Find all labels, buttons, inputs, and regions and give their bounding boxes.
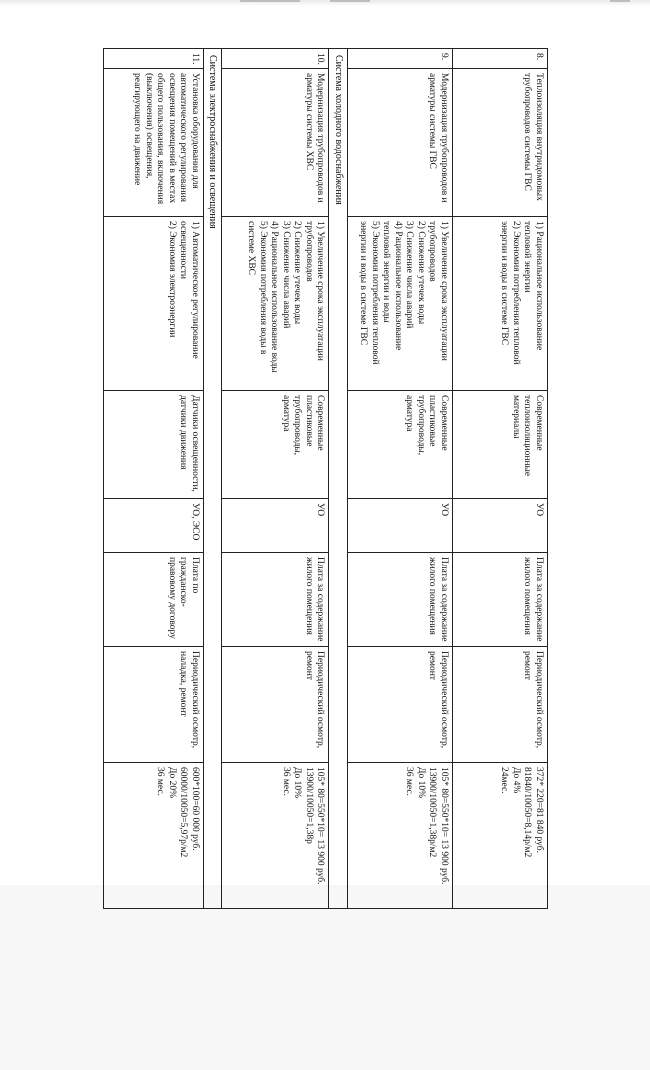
measure-cost: 105* 80=550*10= 13 900 руб. 13900/10050=1,38р/м2 До 10% 36 мес. [348, 763, 453, 909]
measure-name: Установка оборудования для автоматического регулирования освещения помещений в местах общего пользования, включения (выключения) освещения, реагирующего на движение [104, 69, 204, 217]
measure-materials: Современные пластиковые трубопроводы, арматура [222, 391, 329, 499]
measure-executor: УО [222, 499, 329, 553]
measure-name: Модернизация трубопроводов и арматуры системы ГВС [348, 69, 453, 217]
section-title: Система холодного водоснабжения [329, 49, 348, 909]
measure-service: Периодический осмотр, наладка, ремонт [104, 647, 204, 763]
scan-top-edge [0, 0, 650, 6]
page-bottom-margin [0, 885, 650, 1070]
measure-service: Периодический осмотр, ремонт [453, 647, 548, 763]
section-title: Система электроснабжения и освещения [204, 49, 223, 909]
measure-executor: УО [453, 499, 548, 553]
measure-effect: 1) Увеличение срока эксплуатации трубопроводов 2) Снижение утечек воды 3) Снижение числа аварий 4) Рациональное использование воды 5) Экономия потребления воды в системе ХВС [222, 217, 329, 391]
table-row [104, 49, 204, 909]
measure-effect: 1) Рациональное использование тепловой энергии 2) Экономия потребления тепловой энергии и воды в системе ГВС [453, 217, 548, 391]
measure-cost: 105* 80=550*10= 13 900 руб. 13900/10050=1,38р До 10% 36 мес. [222, 763, 329, 909]
measure-materials: Современные пластиковые трубопроводы, арматура [348, 391, 453, 499]
scan-mark [240, 0, 300, 2]
measure-materials: Датчики освещенности, датчики движения [104, 391, 204, 499]
row-number: 10. [222, 49, 329, 69]
table-row [348, 49, 453, 909]
scan-mark [610, 0, 630, 2]
scan-mark [330, 0, 370, 2]
measure-funding-source: Плата за содержание жилого помещения [348, 553, 453, 647]
row-number: 11. [104, 49, 204, 69]
measures-table [103, 48, 548, 909]
measure-materials: Современные теплоизоляционные материалы [453, 391, 548, 499]
rotated-page [88, 48, 548, 908]
measure-effect: 1) Автоматическое регулирование освещенности 2) Экономия электроэнергии [104, 217, 204, 391]
measure-funding-source: Плата по гражданско-правовому договору [104, 553, 204, 647]
measure-cost: 600*100=60 000 руб. 60000/10050=5,97р/м2 До 20% 36 мес. [104, 763, 204, 909]
section-row [329, 49, 348, 909]
measure-executor: УО [348, 499, 453, 553]
measure-service: Периодический осмотр, ремонт [222, 647, 329, 763]
section-row [204, 49, 223, 909]
measure-service: Периодический осмотр, ремонт [348, 647, 453, 763]
row-number: 8. [453, 49, 548, 69]
measure-executor: УО, ЭСО [104, 499, 204, 553]
measure-funding-source: Плата за содержание жилого помещения [222, 553, 329, 647]
measure-cost: 372* 220=81 840 руб. 81840/10050=8,14р/м2 До 4% 24мес. [453, 763, 548, 909]
measure-funding-source: Плата за содержание жилого помещения [453, 553, 548, 647]
measure-name: Модернизация трубопроводов и арматуры системы ХВС [222, 69, 329, 217]
table-row [453, 49, 548, 909]
measure-name: Теплоизоляция внутридомовых трубопроводов системы ГВС [453, 69, 548, 217]
row-number: 9. [348, 49, 453, 69]
measure-effect: 1) Увеличение срока эксплуатации трубопроводов 2) Снижение утечек воды 3) Снижение числа аварий 4) Рациональное использование тепловой энергии и воды 5) Экономия потребления тепловой энергии и воды в системе ГВС [348, 217, 453, 391]
table-row [222, 49, 329, 909]
